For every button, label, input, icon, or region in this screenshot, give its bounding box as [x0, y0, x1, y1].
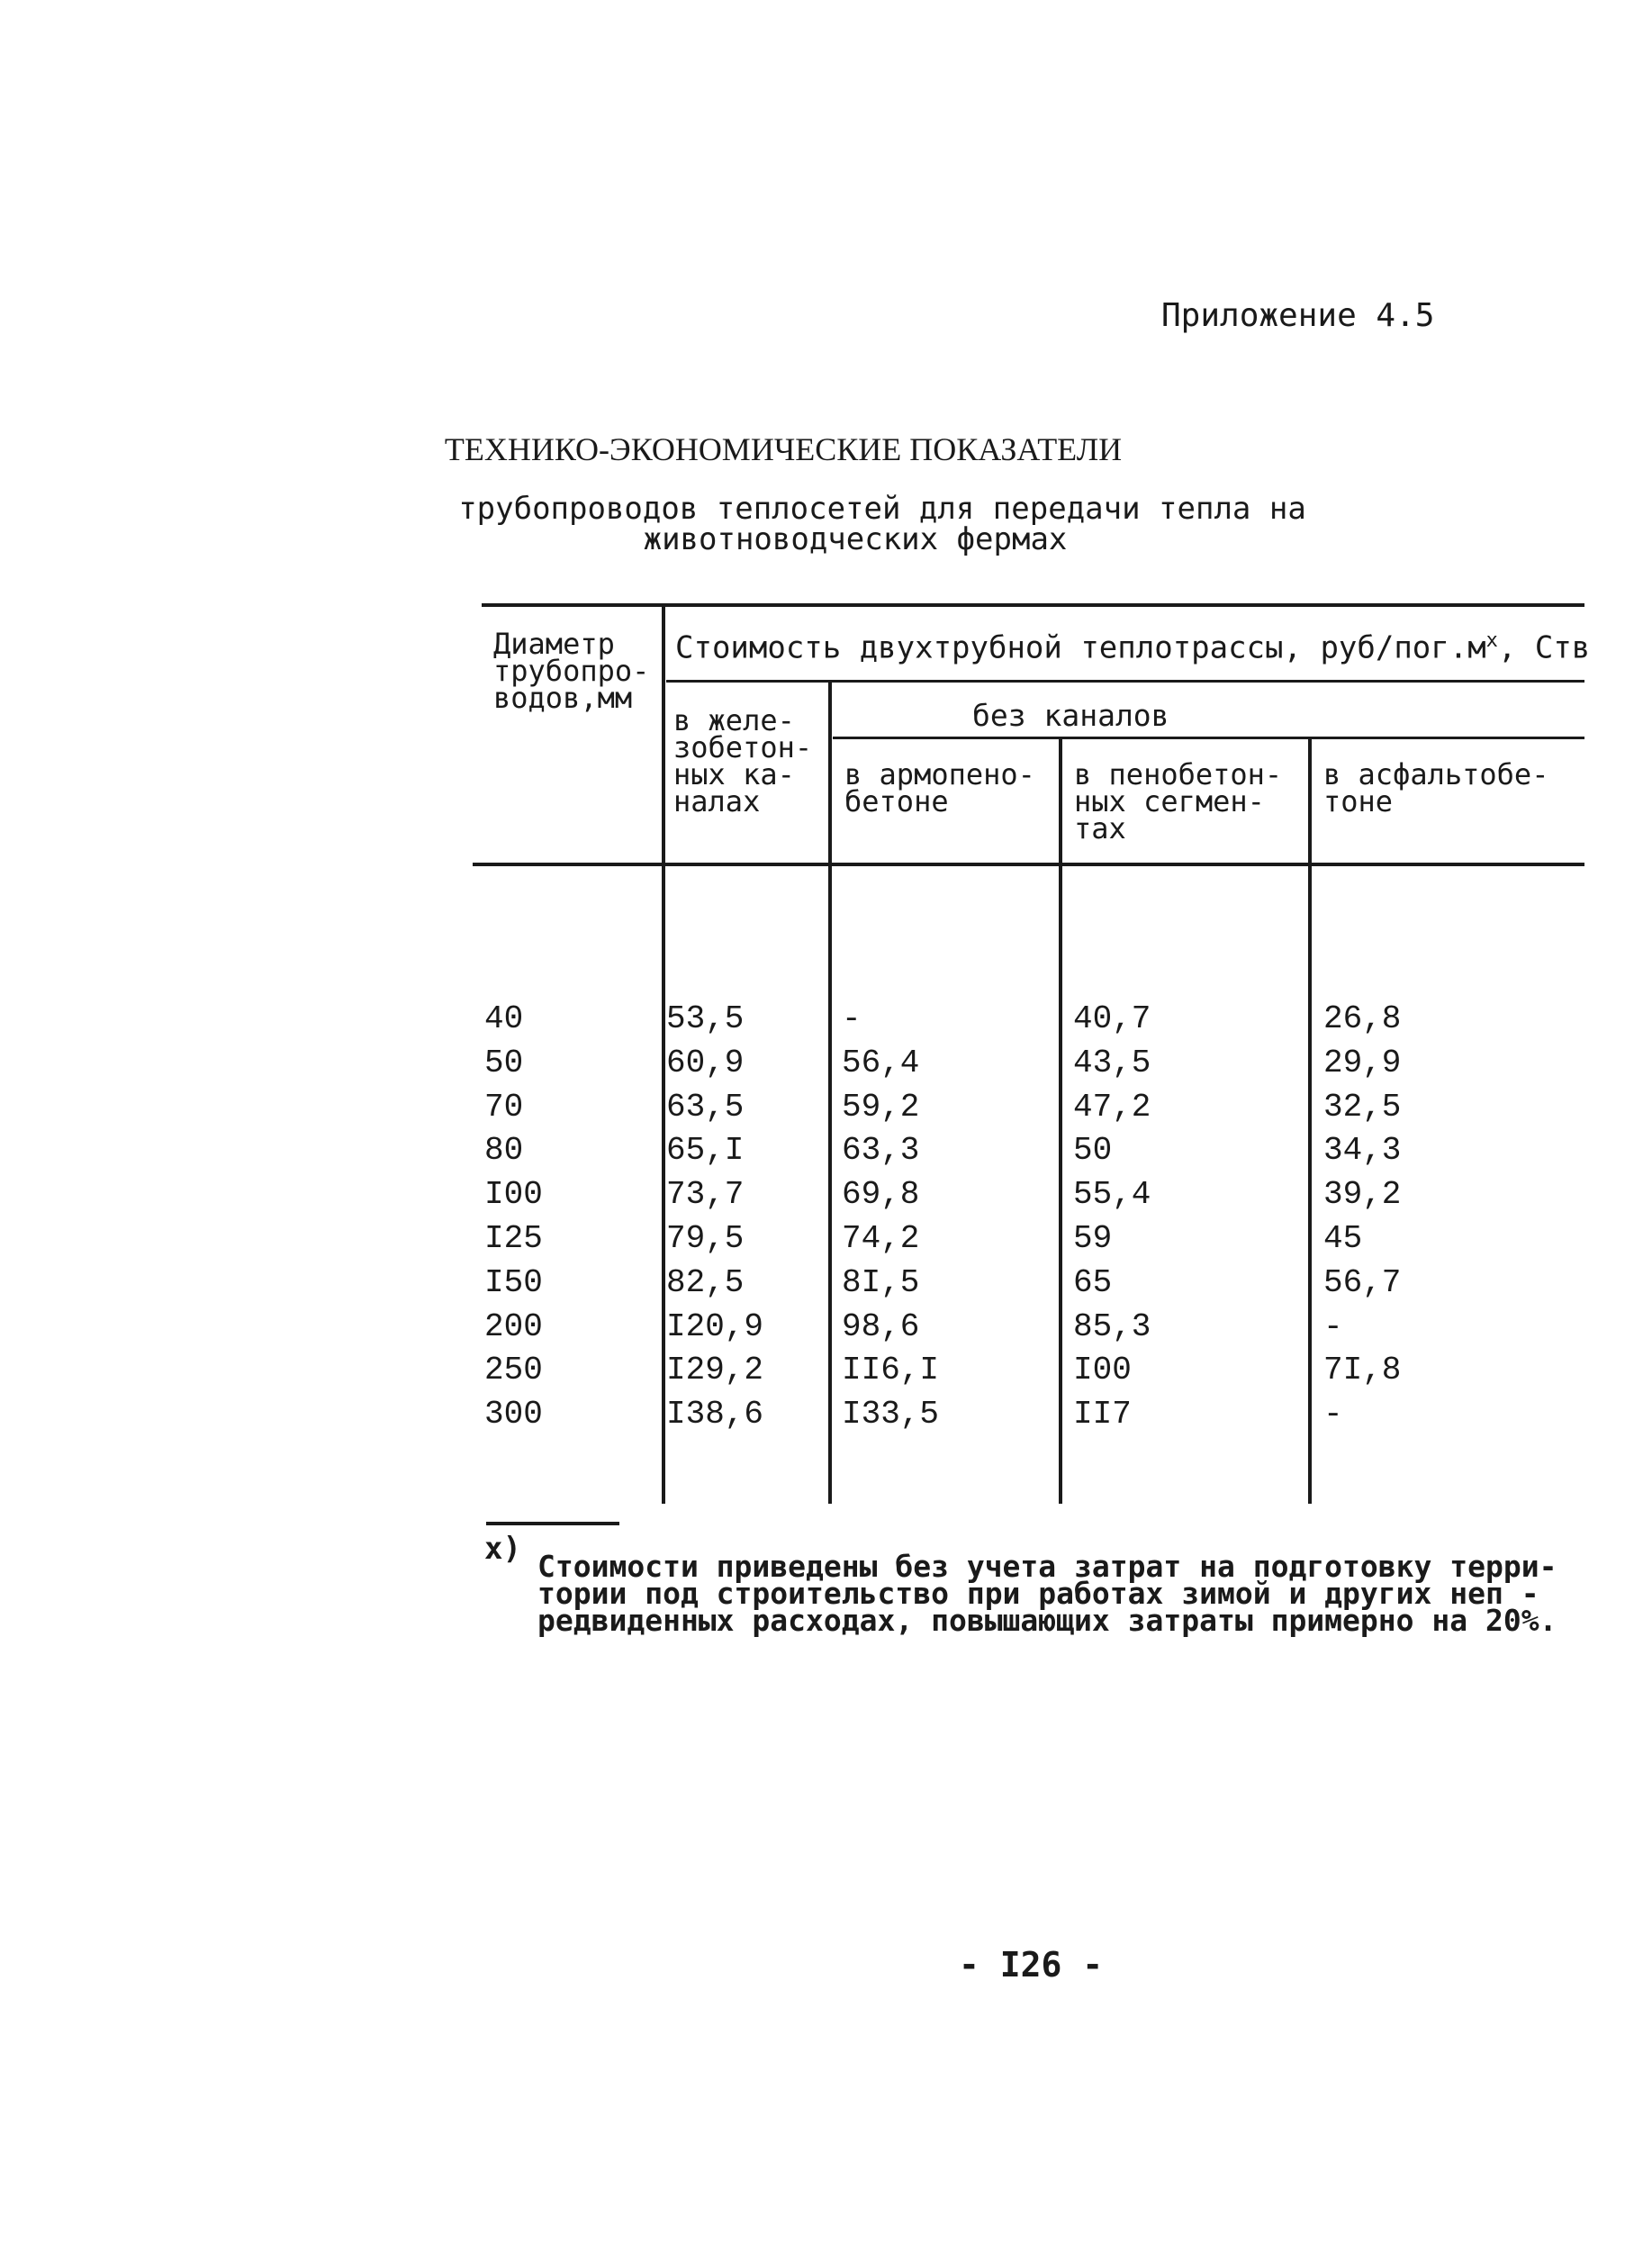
table-cell-b: 59,2: [842, 1088, 920, 1126]
table-rule-cost: [666, 680, 1584, 683]
page-number: - I26 -: [959, 1945, 1104, 1985]
table-cell-a: 79,5: [666, 1220, 745, 1257]
table-cell-c: I00: [1073, 1352, 1132, 1389]
table-cell-e: -: [1323, 1396, 1343, 1433]
appendix-label: Приложение 4.5: [1161, 297, 1435, 334]
table-cell-a: 82,5: [666, 1263, 745, 1301]
table-cell-d: I25: [484, 1220, 543, 1257]
subtitle-line-2: животноводческих фермах: [643, 521, 1068, 557]
table-cell-d: 300: [484, 1396, 543, 1433]
table-cell-a: 63,5: [666, 1088, 745, 1126]
table-cell-a: I29,2: [666, 1352, 764, 1389]
table-vline-3: [1059, 738, 1062, 1504]
table-vline-2: [828, 682, 832, 1504]
table-cell-e: 34,3: [1323, 1132, 1402, 1170]
table-cell-e: -: [1323, 1307, 1343, 1345]
table-cell-d: 200: [484, 1307, 543, 1345]
table-cell-e: 7I,8: [1323, 1352, 1402, 1389]
document-subtitle: [36, 493, 1620, 555]
table-cell-c: 40,7: [1073, 1000, 1151, 1037]
table-cell-c: II7: [1073, 1396, 1132, 1433]
document-title: ТЕХНИКО-ЭКОНОМИЧЕСКИЕ ПОКАЗАТЕЛИ: [444, 431, 1123, 467]
table-cell-d: I00: [484, 1176, 543, 1214]
table-cell-c: 59: [1073, 1220, 1113, 1257]
table-cell-e: 26,8: [1323, 1000, 1402, 1037]
table-cell-c: 50: [1073, 1132, 1113, 1170]
subtitle-line-1: трубопроводов теплосетей для передачи тепла на: [458, 491, 1306, 527]
footnote-mark: x): [484, 1531, 521, 1567]
table-cell-b: II6,I: [842, 1352, 940, 1389]
table-cell-a: I20,9: [666, 1307, 764, 1345]
footnote-line-3: редвиденных расходах, повышающих затраты примерно на 20%.: [537, 1603, 1557, 1638]
header-diameter: Диаметр трубопро- водов,мм: [493, 627, 650, 715]
footnote-rule: [486, 1522, 619, 1525]
table-cell-d: 250: [484, 1352, 543, 1389]
table-cell-d: 70: [484, 1088, 524, 1126]
footnote-line-1: Стоимости приведены без учета затрат на подготовку терри-: [537, 1549, 1557, 1584]
table-cell-d: 80: [484, 1132, 524, 1170]
table-cell-a: 65,I: [666, 1132, 745, 1170]
header-channels: в желе- зобетон- ных ка- налах: [673, 703, 813, 818]
table-cell-b: 63,3: [842, 1132, 920, 1170]
table-top-rule: [482, 603, 1584, 607]
table-header-bottom-rule: [473, 863, 1584, 866]
table-cell-b: 8I,5: [842, 1263, 920, 1301]
header-armo: в армопено- бетоне: [844, 757, 1035, 818]
table-cell-b: 56,4: [842, 1044, 920, 1081]
table-cell-e: 45: [1323, 1220, 1363, 1257]
table-cell-c: 43,5: [1073, 1044, 1151, 1081]
table-cell-e: 39,2: [1323, 1176, 1402, 1214]
table-cell-e: 32,5: [1323, 1088, 1402, 1126]
table-cell-a: I38,6: [666, 1396, 764, 1433]
header-asphalt: в асфальтобе- тоне: [1323, 757, 1549, 818]
table-vline-1: [662, 605, 665, 1504]
footnote-text: [537, 1549, 1557, 1638]
table-cell-a: 73,7: [666, 1176, 745, 1214]
table-cell-b: 69,8: [842, 1176, 920, 1214]
table-cell-c: 65: [1073, 1263, 1113, 1301]
table-cell-a: 60,9: [666, 1044, 745, 1081]
table-cell-d: 50: [484, 1044, 524, 1081]
table-cell-d: I50: [484, 1263, 543, 1301]
table-cell-e: 56,7: [1323, 1263, 1402, 1301]
table-cell-b: I33,5: [842, 1396, 940, 1433]
table-vline-4: [1308, 738, 1312, 1504]
table-cell-a: 53,5: [666, 1000, 745, 1037]
table-cell-b: -: [842, 1000, 862, 1037]
header-cost: Стоимость двухтрубной теплотрассы, руб/$пог.м^x$, Ств: [675, 629, 1591, 666]
footnote-line-2: тории под строительство при работах зимой и других неп -: [537, 1576, 1539, 1611]
table-cell-b: 98,6: [842, 1307, 920, 1345]
table-cell-c: 55,4: [1073, 1176, 1151, 1214]
header-peno: в пенобетон- ных сегмен- тах: [1074, 757, 1283, 846]
header-no-channels: без каналов: [972, 698, 1169, 733]
table-rule-nochannels: [833, 737, 1584, 739]
table-cell-d: 40: [484, 1000, 524, 1037]
table-cell-e: 29,9: [1323, 1044, 1402, 1081]
table-cell-c: 85,3: [1073, 1307, 1151, 1345]
table-cell-c: 47,2: [1073, 1088, 1151, 1126]
table-cell-b: 74,2: [842, 1220, 920, 1257]
